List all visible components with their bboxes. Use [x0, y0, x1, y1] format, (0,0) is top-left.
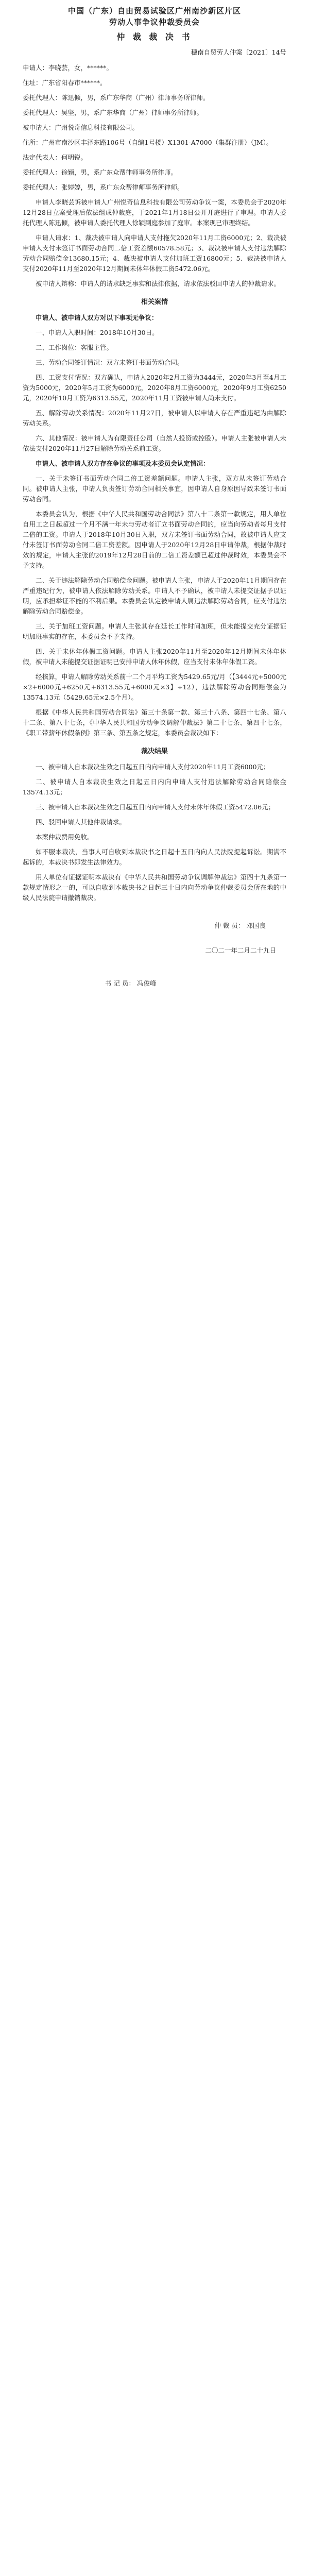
ruling-date: 二〇二一年二月二十九日: [205, 946, 276, 954]
fact-item: 一、申请人入职时间：2018年10月30日。: [36, 329, 159, 336]
fact-item: 四、工资支付情况：双方确认，申请人2020年2月工资为3444元，2020年3月至4月工资为5000元，2020年5月工资为6000元，2020年8月工资6000元，2020年9月工资6250元，2020年10月工资为6313.55元，2020年11月工资被申请人尚未支付。: [23, 374, 286, 402]
ruling-item: 四、驳回申请人其他仲裁请求。: [36, 818, 126, 826]
fact-item: 三、关于加班工资问题。申请人主张其存在延长工作时间加班，但未能提交充分证据证明加班事实的存在，本委员会不予支持。: [23, 622, 286, 640]
party-line: 委托代理人：张婷婷，男，系广东众帮律师事务所律师。: [23, 183, 184, 191]
closing-paragraph: 如不服本裁决，当事人可自收到本裁决书之日起十五日内向人民法院提起诉讼。期满不起诉的，本裁决书即发生法律效力。: [23, 848, 286, 866]
arbitrator-name: 邓国良: [246, 922, 266, 929]
fact-item: 五、解除劳动关系情况：2020年11月27日，被申请人以申请人存在严重违纪为由解除劳动关系。: [23, 409, 286, 427]
calculation-paragraph: 经核算，申请人解除劳动关系前十二个月平均工资为5429.65元/月（【3444元+5000元×2+6000元+6250元+6313.55元+6000元×3】÷12），违法解除劳动合同赔偿金为13574.13元（5429.65元×2.5个月）。: [23, 673, 286, 701]
party-line: 委托代理人：吴坚，男，系广东华商（广州）律师事务所律师。: [23, 109, 203, 116]
closing-paragraph: 用人单位有证据证明本裁决有《中华人民共和国劳动争议调解仲裁法》第四十九条第一款规定情形之一的，可以自收到本裁决书之日起三十日内向劳动争议仲裁委员会所在地的中级人民法院申请撤销裁决。: [23, 873, 286, 902]
intro-paragraph: 申请人李晓芸诉被申请人广州悦奇信息科技有限公司劳动争议一案，本委员会于2020年12月28日立案受理后依法组成仲裁庭，于2021年1月18日公开开庭进行了审理。申请人委托代理人陈迅倾，被申请人委托代理人徐颖到庭参加了庭审。本案现已审理终结。: [23, 198, 286, 227]
claims-paragraph: 申请人请求：1、裁决被申请人向申请人支付拖欠2020年11月工资6000元；2、裁决被申请人支付未签订书面劳动合同二倍工资差额60578.58元；3、裁决被申请人支付违法解除劳动合同赔偿金13680.15元；4、裁决被申请人支付加班工资16800元；5、裁决被申请人支付2020年11月至2020年12月期间未休年休假工资5472.06元。: [23, 234, 286, 273]
party-line: 住址：广东省阳春市******。: [23, 79, 107, 87]
party-line: 被申请人：广州悦奇信息科技有限公司。: [23, 124, 139, 131]
parties-section: [23, 63, 286, 193]
party-line: 住所：广州市南沙区丰泽东路106号（自编1号楼）X1301-A7000（集群注册）（JM）。: [23, 139, 273, 146]
fact-item: 本委员会认为，根据《中华人民共和国劳动合同法》第八十二条第一款规定，用人单位自用工之日起超过一个月不满一年未与劳动者订立书面劳动合同的，应当向劳动者每月支付二倍的工资。申请人于2018年10月30日入职，双方未签订书面劳动合同，故被申请人应支付未签订书面劳动合同二倍工资差额。因申请人于2020年12月28日申请仲裁，根据仲裁时效的规定，申请人主张的2019年12月28日前的二倍工资差额已超过仲裁时效，本委员会不予支持。: [23, 510, 286, 569]
clerk-name: 冯俊峰: [136, 979, 157, 987]
party-line: 申请人：李晓芸，女，******。: [23, 64, 113, 72]
party-line: 委托代理人：陈迅倾，男，系广东华商（广州）律师事务所律师。: [23, 94, 210, 101]
closing-paragraph: 本案仲裁费用免收。: [36, 833, 94, 841]
fact-item: 三、劳动合同签订情况：双方未签订书面劳动合同。: [36, 359, 184, 366]
clerk-signature: [105, 978, 286, 989]
fact-item: 二、工作岗位：客服主管。: [36, 344, 113, 351]
fact-item: 二、关于违法解除劳动合同赔偿金问题。被申请人主张，申请人于2020年11月期间存在严重违纪行为，被申请人依法解除劳动关系。申请人不予确认，被申请人未提交证据予以证明，应承担举证不能的不利后果。本委员会认定被申请人属违法解除劳动合同，应支付违法解除劳动合同赔偿金。: [23, 577, 286, 615]
org-name-line1: 中国（广东）自由贸易试验区广州南沙新区片区: [67, 6, 241, 15]
party-line: 委托代理人：徐颖，男，系广东众帮律师事务所律师。: [23, 168, 178, 176]
case-number: 穗南自贸劳人仲案〔2021〕14号: [191, 48, 286, 56]
document-title: 仲 裁 裁 决 书: [116, 32, 193, 42]
arbitrator-signature: [23, 921, 286, 931]
facts-heading: 相关案情: [141, 298, 168, 306]
law-basis-paragraph: 根据《中华人民共和国劳动合同法》第三十条第一款、第三十八条、第四十七条、第八十二条、第八十七条，《中华人民共和国劳动争议调解仲裁法》第二十七条、第四十七条，《职工带薪年休假条例》第三条、第五条之规定，本委员会裁决如下：: [23, 708, 286, 737]
fact-item: 六、其他情况：被申请人为有限责任公司（自然人投资或控股）。申请人主张被申请人未依法支付2020年11月27日解除劳动关系前工资。: [23, 434, 286, 452]
defense-paragraph: 被申请人辩称：申请人的请求缺乏事实和法律依据，请求依法驳回申请人的仲裁请求。: [36, 280, 281, 287]
fact-item: 四、关于未休年休假工资问题。申请人主张2020年11月至2020年12月期间未休年休假，被申请人未能提交证据证明已安排申请人休年休假，应当支付未休年休假工资。: [23, 648, 286, 666]
party-line: 法定代表人：何明锐。: [23, 154, 88, 161]
clerk-label: 书 记 员：: [105, 979, 135, 987]
org-name-line2: 劳动人事争议仲裁委员会: [109, 18, 200, 27]
fact-item: 一、关于未签订书面劳动合同二倍工资差额问题。申请人主张，双方从未签订劳动合同。被申请人主张，申请人负责签订劳动合同相关事宜，因申请人自身原因导致未签订书面劳动合同。: [23, 474, 286, 503]
ruling-item: 二、被申请人自本裁决生效之日起五日内向申请人支付违法解除劳动合同赔偿金13574.13元；: [23, 778, 286, 796]
facts-lead: 申请人、被申请人双方对以下事项无争议：: [36, 314, 158, 321]
ruling-item: 三、被申请人自本裁决生效之日起五日内向申请人支付未休年休假工资5472.06元；: [36, 803, 275, 811]
dispute-lead: 申请人、被申请人双方存在争议的事项及本委员会认定情况：: [36, 460, 210, 467]
ruling-item: 一、被申请人自本裁决生效之日起五日内向申请人支付2020年11月工资6000元；: [36, 763, 270, 771]
arbitrator-label: 仲 裁 员：: [214, 922, 245, 929]
ruling-heading: 裁决结果: [141, 748, 168, 755]
